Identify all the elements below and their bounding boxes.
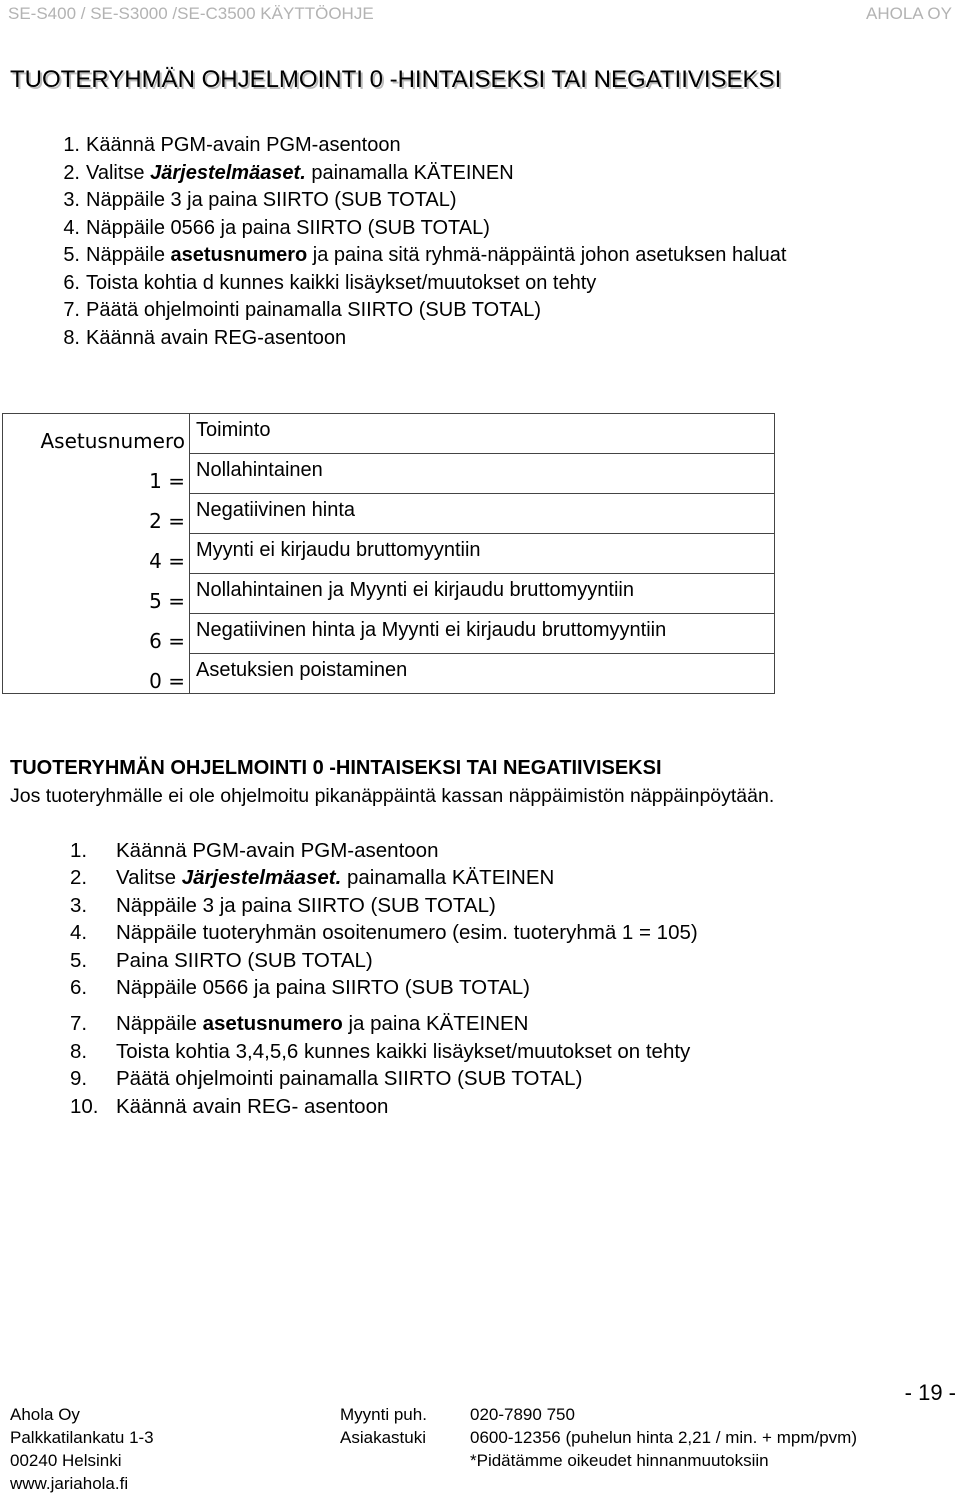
table-row <box>3 574 775 614</box>
table-row <box>3 654 775 694</box>
step-number: 4. <box>70 921 88 945</box>
footer-street-address: Palkkatilankatu 1-3 <box>10 1428 154 1447</box>
table-row <box>3 614 775 654</box>
footer-website-link[interactable]: www.jariahola.fi <box>10 1474 129 1493</box>
step-number: 5. <box>63 244 80 266</box>
step-number: 4. <box>63 216 80 239</box>
section2-intro: Jos tuoteryhmälle ei ole ohjelmoitu pikanäppäintä kassan näppäimistön näppäinpöytään. <box>10 785 775 807</box>
header-company: AHOLA OY <box>866 4 952 23</box>
step-number: 8. <box>70 1039 88 1063</box>
list-item <box>40 160 940 188</box>
list-item <box>40 132 940 160</box>
list-item <box>40 215 940 243</box>
list-item <box>40 297 940 325</box>
step-text: Näppäile tuoteryhmän osoitenumero (esim. tuoteryhmä 1 = 105) <box>116 921 698 945</box>
list-item <box>40 242 940 270</box>
setting-key: 1 = <box>3 454 190 494</box>
list-item <box>70 837 950 864</box>
step-number: 1. <box>70 839 88 862</box>
step-number: 9. <box>70 1067 88 1091</box>
step-text: Päätä ohjelmointi painamalla SIIRTO (SUB TOTAL) <box>116 1067 583 1091</box>
list-item <box>70 1010 950 1037</box>
step-number: 10. <box>70 1094 99 1118</box>
step-number: 8. <box>63 326 80 349</box>
step-text: Käännä avain REG- asentoon <box>116 1094 389 1118</box>
step-text: Valitse <box>116 866 182 890</box>
list-item <box>70 892 950 919</box>
footer-support-phone: 0600-12356 (puhelun hinta 2,21 / min. + mpm/pvm) <box>470 1428 857 1447</box>
step-text: Valitse <box>86 161 151 184</box>
footer-contact-labels <box>340 1403 427 1449</box>
setting-key: 0 = <box>3 654 190 694</box>
step-emphasis: asetusnumero <box>202 1012 343 1036</box>
step-text: Näppäile 3 ja paina SIIRTO (SUB TOTAL) <box>86 189 457 211</box>
step-text: Käännä PGM-avain PGM-asentoon <box>86 134 401 156</box>
footer-company-info <box>10 1403 154 1495</box>
header-doc-title: SE-S400 / SE-S3000 /SE-C3500 KÄYTTÖOHJE <box>8 4 374 23</box>
section1-title: TUOTERYHMÄN OHJELMOINTI 0 -HINTAISEKSI TAI NEGATIIVISEKSI <box>10 66 782 93</box>
section2-steps <box>70 837 950 1120</box>
setting-value: Myynti ei kirjaudu bruttomyyntiin <box>190 534 775 574</box>
step-text: Päätä ohjelmointi painamalla SIIRTO (SUB TOTAL) <box>86 299 542 321</box>
column-header-asetusnumero: Asetusnumero <box>3 414 190 454</box>
setting-value: Nollahintainen <box>190 454 775 494</box>
step-text: Näppäile <box>116 1012 203 1036</box>
list-item <box>70 864 950 891</box>
step-emphasis: Järjestelmäaset. <box>181 866 342 890</box>
step-number: 6. <box>70 975 88 999</box>
table-row <box>3 494 775 534</box>
step-text: Käännä avain REG-asentoon <box>86 326 347 349</box>
setting-value: Nollahintainen ja Myynti ei kirjaudu bruttomyyntiin <box>190 574 775 614</box>
page-number: - 19 - <box>904 1380 956 1405</box>
setting-key: 2 = <box>3 494 190 534</box>
footer-company-name: Ahola Oy <box>10 1405 80 1424</box>
footer-price-note: *Pidätämme oikeudet hinnanmuutoksiin <box>470 1451 769 1470</box>
step-number: 3. <box>70 893 88 917</box>
list-item <box>70 1065 950 1092</box>
list-item <box>70 919 950 946</box>
setting-value: Negatiivinen hinta ja Myynti ei kirjaudu bruttomyyntiin <box>190 614 775 654</box>
footer-postal-address: 00240 Helsinki <box>10 1451 122 1470</box>
list-item <box>70 1038 950 1065</box>
step-text: Käännä PGM-avain PGM-asentoon <box>116 839 439 862</box>
step-text: Paina SIIRTO (SUB TOTAL) <box>116 948 373 972</box>
step-text: Toista kohtia d kunnes kaikki lisäykset/muutokset on tehty <box>86 271 597 294</box>
table-header-row <box>3 414 775 454</box>
step-number: 3. <box>63 189 80 211</box>
step-text: Näppäile 0566 ja paina SIIRTO (SUB TOTAL) <box>116 975 531 999</box>
column-header-toiminto: Toiminto <box>190 414 775 454</box>
table-row <box>3 454 775 494</box>
setting-key: 4 = <box>3 534 190 574</box>
list-item <box>70 1093 950 1120</box>
footer-sales-label: Myynti puh. <box>340 1405 427 1424</box>
footer-support-label: Asiakastuki <box>340 1428 426 1447</box>
setting-value: Negatiivinen hinta <box>190 494 775 534</box>
step-text-end: painamalla KÄTEINEN <box>341 866 555 890</box>
setting-value: Asetuksien poistaminen <box>190 654 775 694</box>
section2-title: TUOTERYHMÄN OHJELMOINTI 0 -HINTAISEKSI TAI NEGATIIVISEKSI <box>10 757 662 779</box>
list-item <box>70 974 950 1001</box>
list-item <box>70 947 950 974</box>
setting-key: 6 = <box>3 614 190 654</box>
setting-key: 5 = <box>3 574 190 614</box>
step-text: Toista kohtia 3,4,5,6 kunnes kaikki lisäykset/muutokset on tehty <box>116 1039 691 1063</box>
step-number: 1. <box>63 134 80 156</box>
step-emphasis: asetusnumero <box>170 244 308 266</box>
step-number: 6. <box>63 271 80 294</box>
step-text-end: painamalla KÄTEINEN <box>305 161 514 184</box>
list-item <box>40 187 940 215</box>
footer-contact-values <box>470 1403 857 1472</box>
step-text-end: ja paina sitä ryhmä-näppäintä johon asetuksen haluat <box>307 244 787 266</box>
step-number: 2. <box>70 866 88 890</box>
step-number: 2. <box>63 161 80 184</box>
step-number: 7. <box>70 1012 88 1036</box>
table-row <box>3 534 775 574</box>
step-number: 5. <box>70 948 88 972</box>
step-text: Näppäile 3 ja paina SIIRTO (SUB TOTAL) <box>116 893 496 917</box>
step-number: 7. <box>63 299 80 321</box>
settings-table <box>2 413 775 694</box>
step-emphasis: Järjestelmäaset. <box>150 161 306 184</box>
list-item <box>40 325 940 353</box>
list-item <box>40 270 940 298</box>
step-text: Näppäile 0566 ja paina SIIRTO (SUB TOTAL) <box>86 216 490 239</box>
step-text-end: ja paina KÄTEINEN <box>342 1012 529 1036</box>
footer-sales-phone: 020-7890 750 <box>470 1405 575 1424</box>
section1-steps <box>40 132 940 352</box>
step-text: Näppäile <box>86 244 171 266</box>
